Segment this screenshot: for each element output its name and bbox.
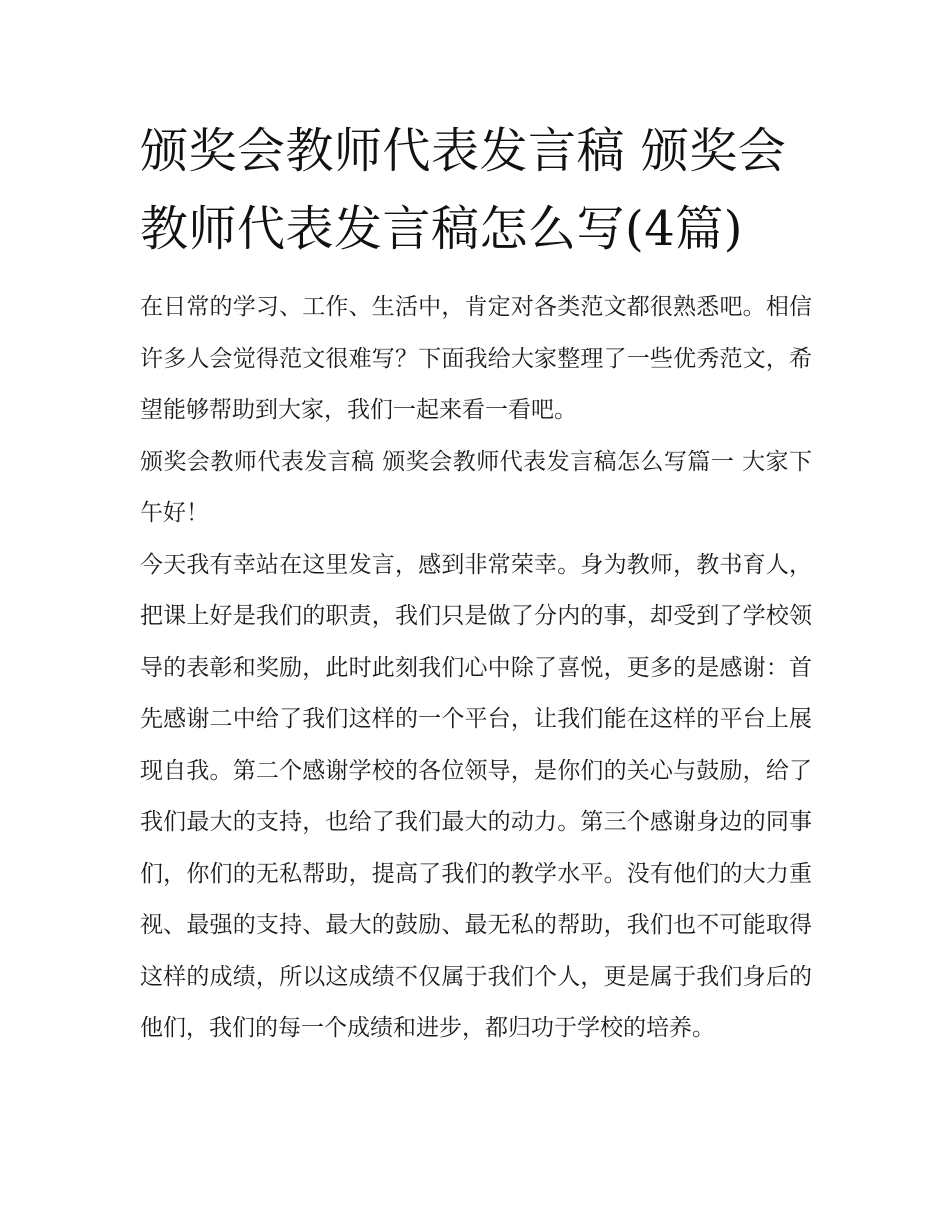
body-paragraph: 今天我有幸站在这里发言，感到非常荣幸。身为教师，教书育人，把课上好是我们的职责，我们只是做了分内的事，却受到了学校领导的表彰和奖励，此时此刻我们心中除了喜悦，更多的是感谢：首先感谢二中给了我们这样的一个平台，让我们能在这样的平台上展现自我。第二个感谢学校的各位领导，是你们的关心与鼓励，给了我们最大的支持，也给了我们最大的动力。第三个感谢身边的同事们，你们的无私帮助，提高了我们的教学水平。没有他们的大力重视、最强的支持、最大的鼓励、最无私的帮助，我们也不可能取得这样的成绩，所以这成绩不仅属于我们个人，更是属于我们身后的他们，我们的每一个成绩和进步，都归功于学校的培养。 (140, 551, 812, 1041)
document-title: 颁奖会教师代表发言稿 颁奖会教师代表发言稿怎么写(4篇) (140, 123, 787, 257)
intro-paragraph: 在日常的学习、工作、生活中，肯定对各类范文都很熟悉吧。相信许多人会觉得范文很难写？下面我给大家整理了一些优秀范文，希望能够帮助到大家，我们一起来看一看吧。 (140, 294, 812, 423)
document-page (140, 112, 812, 1055)
section-heading-paragraph: 颁奖会教师代表发言稿 颁奖会教师代表发言稿怎么写篇一 大家下午好！ (140, 448, 812, 526)
